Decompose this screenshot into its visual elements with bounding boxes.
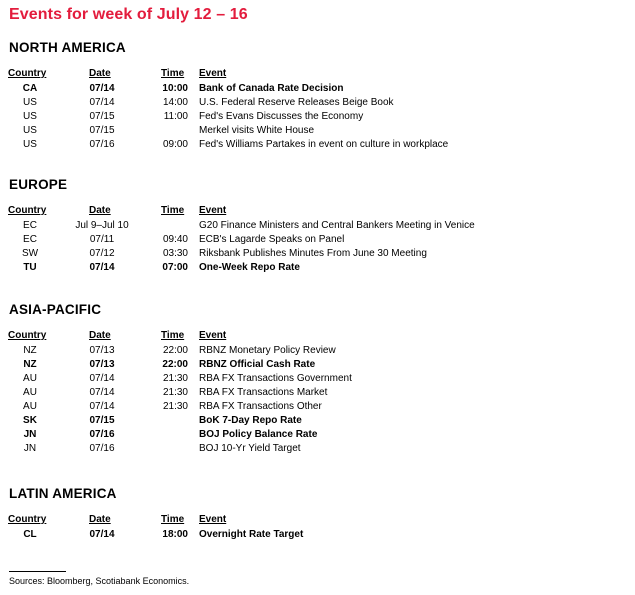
event-date: 07/15	[89, 125, 115, 136]
event-row	[0, 219, 635, 233]
column-header-date: Date	[89, 205, 111, 216]
event-date: 07/14	[89, 401, 115, 412]
event-date: 07/14	[89, 373, 115, 384]
event-row	[0, 386, 635, 400]
event-time: 18:00	[162, 529, 188, 540]
event-time: 03:30	[162, 248, 188, 259]
event-time: 11:00	[163, 111, 188, 122]
column-header-time: Time	[161, 330, 185, 341]
column-header-row	[0, 204, 635, 218]
column-header-date: Date	[89, 514, 111, 525]
event-date: 07/16	[89, 443, 115, 454]
event-country: CA	[22, 83, 38, 94]
column-header-time: Time	[161, 205, 185, 216]
event-country: JN	[23, 443, 37, 454]
event-date: 07/16	[89, 429, 115, 440]
event-time: 07:00	[162, 262, 188, 273]
event-time: 09:00	[162, 139, 188, 150]
event-time: 10:00	[162, 83, 188, 94]
event-date: 07/15	[89, 415, 115, 426]
event-country: NZ	[23, 359, 37, 370]
event-row	[0, 442, 635, 456]
event-event: RBA FX Transactions Other	[199, 401, 322, 412]
page-title: Events for week of July 12 – 16	[9, 6, 248, 23]
event-time: 21:30	[162, 373, 188, 384]
event-country: CL	[23, 529, 37, 540]
section-title: LATIN AMERICA	[9, 486, 117, 501]
column-header-row	[0, 329, 635, 343]
event-row	[0, 400, 635, 414]
column-header-date: Date	[89, 330, 111, 341]
event-date: 07/14	[89, 387, 115, 398]
event-time: 22:00	[162, 359, 188, 370]
event-date: 07/13	[89, 359, 115, 370]
column-header-date: Date	[89, 68, 111, 79]
event-row	[0, 528, 635, 542]
event-event: Fed's Evans Discusses the Economy	[199, 111, 364, 122]
event-row	[0, 344, 635, 358]
event-time: 22:00	[162, 345, 188, 356]
event-date: 07/12	[89, 248, 115, 259]
event-row	[0, 138, 635, 152]
section-title: EUROPE	[9, 177, 68, 192]
column-header-country: Country	[8, 68, 47, 79]
event-row	[0, 82, 635, 96]
event-country: US	[23, 111, 37, 122]
event-country: JN	[23, 429, 37, 440]
event-country: AU	[23, 373, 37, 384]
event-country: EC	[23, 220, 37, 231]
sources-divider	[9, 571, 66, 572]
event-event: Bank of Canada Rate Decision	[199, 83, 344, 94]
event-date: 07/15	[89, 111, 115, 122]
event-date: 07/11	[89, 234, 115, 245]
column-header-time: Time	[161, 68, 185, 79]
event-event: Overnight Rate Target	[199, 529, 304, 540]
event-time: 21:30	[162, 401, 188, 412]
column-header-country: Country	[8, 205, 47, 216]
event-event: U.S. Federal Reserve Releases Beige Book	[199, 97, 394, 108]
event-row	[0, 414, 635, 428]
event-date: 07/14	[89, 529, 115, 540]
section-title: ASIA-PACIFIC	[9, 302, 102, 317]
column-header-country: Country	[8, 514, 47, 525]
event-row	[0, 247, 635, 261]
event-date: 07/16	[89, 139, 115, 150]
event-event: RBNZ Monetary Policy Review	[199, 345, 336, 356]
event-row	[0, 372, 635, 386]
event-row	[0, 96, 635, 110]
event-event: BOJ 10-Yr Yield Target	[199, 443, 301, 454]
event-event: Fed's Williams Partakes in event on culture in workplace	[199, 139, 449, 150]
event-country: EC	[23, 234, 37, 245]
event-country: US	[23, 97, 37, 108]
event-time: 09:40	[162, 234, 188, 245]
event-country: US	[23, 139, 37, 150]
event-country: SW	[21, 248, 39, 259]
column-header-event: Event	[199, 205, 227, 216]
event-row	[0, 358, 635, 372]
event-event: RBA FX Transactions Market	[199, 387, 328, 398]
column-header-event: Event	[199, 68, 227, 79]
event-time: 21:30	[162, 387, 188, 398]
event-time: 14:00	[162, 97, 188, 108]
event-date: 07/13	[89, 345, 115, 356]
event-country: AU	[23, 401, 37, 412]
event-row	[0, 110, 635, 124]
event-date: Jul 9–Jul 10	[75, 220, 129, 231]
column-header-event: Event	[199, 514, 227, 525]
event-row	[0, 261, 635, 275]
event-country: AU	[23, 387, 37, 398]
event-event: BOJ Policy Balance Rate	[199, 429, 318, 440]
event-date: 07/14	[89, 97, 115, 108]
event-country: NZ	[23, 345, 37, 356]
event-event: BoK 7-Day Repo Rate	[199, 415, 302, 426]
event-country: TU	[23, 262, 37, 273]
column-header-country: Country	[8, 330, 47, 341]
event-event: Merkel visits White House	[199, 125, 315, 136]
event-event: Riksbank Publishes Minutes From June 30 Meeting	[199, 248, 427, 259]
column-header-time: Time	[161, 514, 185, 525]
event-row	[0, 428, 635, 442]
column-header-event: Event	[199, 330, 227, 341]
section-title: NORTH AMERICA	[9, 40, 126, 55]
event-row	[0, 124, 635, 138]
event-country: SK	[23, 415, 37, 426]
column-header-row	[0, 67, 635, 81]
column-header-row	[0, 513, 635, 527]
event-country: US	[23, 125, 37, 136]
sources-note: Sources: Bloomberg, Scotiabank Economics.	[9, 576, 190, 586]
event-date: 07/14	[89, 262, 115, 273]
event-event: One-Week Repo Rate	[199, 262, 300, 273]
event-date: 07/14	[89, 83, 115, 94]
event-event: G20 Finance Ministers and Central Bankers Meeting in Venice	[199, 220, 475, 231]
event-event: ECB's Lagarde Speaks on Panel	[199, 234, 345, 245]
event-event: RBA FX Transactions Government	[199, 373, 352, 384]
event-event: RBNZ Official Cash Rate	[199, 359, 316, 370]
event-row	[0, 233, 635, 247]
